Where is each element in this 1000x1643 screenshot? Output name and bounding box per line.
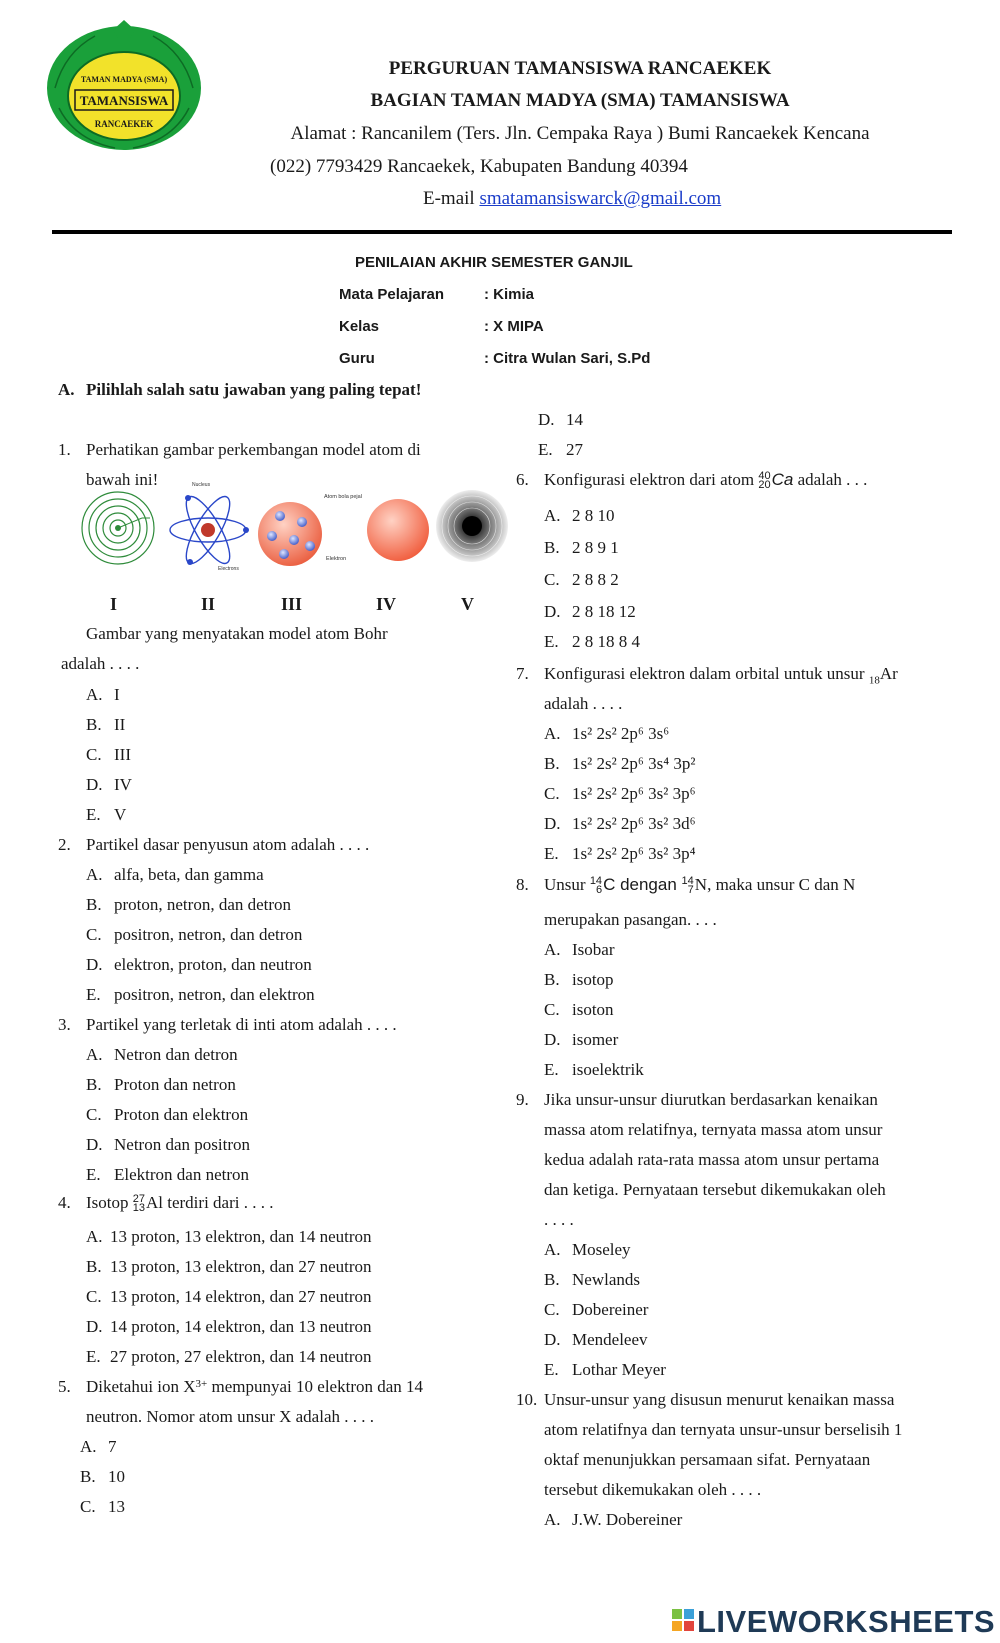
figure-label-5: V [461,594,474,614]
subject-value: : Kimia [484,286,535,303]
question-5-line2: neutron. Nomor atom unsur X adalah . . . . [86,1407,374,1426]
question-10-line3: oktaf menunjukkan persamaan sifat. Pernyataan [544,1450,871,1469]
q3-option-e[interactable]: E. Elektron dan netron [86,1165,250,1184]
section-instruction: A. Pilihlah salah satu jawaban yang paling tepat! [58,380,422,399]
q6-option-d[interactable]: D. 2 8 18 12 [544,602,636,621]
header-divider [52,230,952,234]
q1-option-a[interactable]: A. I [86,685,120,704]
q9-option-a[interactable]: A. Moseley [544,1240,631,1259]
q6-isotope-notation: 40 20 [758,470,771,492]
exam-title: PENILAIAN AKHIR SEMESTER GANJIL [355,254,633,271]
q4-option-c[interactable]: C. 13 proton, 14 elektron, dan 27 neutron [86,1287,372,1306]
atom-model-1-image [82,492,154,564]
email-link[interactable]: smatamansiswarck@gmail.com [479,188,722,209]
question-9-line2: massa atom relatifnya, ternyata massa atom unsur [544,1120,883,1139]
question-1-stem: Gambar yang menyatakan model atom Bohr [86,624,388,643]
logo-text-bottom: RANCAEKEK [94,119,154,129]
q4-isotope-notation: 27 13 [132,1193,145,1215]
q5-option-a[interactable]: A. 7 [80,1437,117,1456]
q3-option-c[interactable]: C. Proton dan elektron [86,1105,249,1124]
question-2: 2. Partikel dasar penyusun atom adalah . . . . [58,835,370,854]
question-7-line2: adalah . . . . [544,694,623,713]
q8-option-c[interactable]: C. isoton [544,1000,614,1019]
q2-option-e[interactable]: E. positron, netron, dan elektron [86,985,315,1004]
q3-option-d[interactable]: D. Netron dan positron [86,1135,250,1154]
class-value: : X MIPA [484,318,544,335]
class-label: Kelas [339,318,380,335]
q6-option-a[interactable]: A. 2 8 10 [544,506,615,525]
label-atom-bola-pejal: Atom bola pejal [324,494,362,500]
q5-option-c[interactable]: C. 13 [80,1497,125,1516]
school-section: BAGIAN TAMAN MADYA (SMA) TAMANSISWA [370,90,790,111]
q7-option-a[interactable]: A. 1s² 2s² 2p⁶ 3s⁶ [544,724,670,743]
q7-option-e[interactable]: E. 1s² 2s² 2p⁶ 3s² 3p⁴ [544,844,696,863]
question-9: 9. Jika unsur-unsur diurutkan berdasarkan kenaikan [516,1090,878,1109]
q10-option-a[interactable]: A. J.W. Dobereiner [544,1510,683,1529]
teacher-label: Guru [339,350,375,367]
q8-option-b[interactable]: B. isotop [544,970,614,989]
q2-option-d[interactable]: D. elektron, proton, dan neutron [86,955,312,974]
figure-label-3: III [281,594,303,614]
question-10-line2: atom relatifnya dan ternyata unsur-unsur berselisih 1 [544,1420,903,1439]
q6-option-b[interactable]: B. 2 8 9 1 [544,538,619,557]
liveworksheets-logo-icon [672,1609,696,1633]
atom-model-5-image [436,490,508,562]
q8-nitrogen-notation: 14 7 [681,875,694,897]
logo-text-top: TAMAN MADYA (SMA) [80,75,168,84]
question-8: 8. Unsur 14 6 C dengan 14 7 N, maka unsur C dan N [516,875,856,897]
liveworksheets-brand[interactable]: LIVEWORKSHEETS [697,1604,996,1639]
q4-option-e[interactable]: E. 27 proton, 27 elektron, dan 14 neutron [86,1347,372,1366]
figure-label-4: IV [376,594,397,614]
label-electrons: Electrons [218,566,239,572]
q9-option-b[interactable]: B. Newlands [544,1270,640,1289]
q5-option-e[interactable]: E. 27 [538,440,583,459]
q3-option-a[interactable]: A. Netron dan detron [86,1045,238,1064]
q1-option-b[interactable]: B. II [86,715,126,734]
email-label: E-mail [423,188,480,209]
q2-option-a[interactable]: A. alfa, beta, dan gamma [86,865,264,884]
q7-option-c[interactable]: C. 1s² 2s² 2p⁶ 3s² 3p⁶ [544,784,696,803]
school-name: PERGURUAN TAMANSISWA RANCAEKEK [388,58,772,79]
question-6: 6. Konfigurasi elektron dari atom 40 20 Ca adalah . . . [516,470,868,492]
q3-option-b[interactable]: B. Proton dan netron [86,1075,236,1094]
school-logo [45,22,203,154]
question-9-line3: kedua adalah rata-rata massa atom unsur pertama [544,1150,880,1169]
q1-option-e[interactable]: E. V [86,805,127,824]
label-elektron: Elektron [326,556,347,562]
atom-model-2-image [170,482,249,572]
question-7: 7. Konfigurasi elektron dalam orbital untuk unsur $_{18}$Ar [516,664,898,687]
q6-option-e[interactable]: E. 2 8 18 8 4 [544,632,640,651]
question-3: 3. Partikel yang terletak di inti atom adalah . . . . [58,1015,397,1034]
question-9-line4: dan ketiga. Pernyataan tersebut dikemukakan oleh [544,1180,886,1199]
figure-label-2: II [201,594,216,614]
question-1-stem2: adalah . . . . [61,654,140,673]
question-9-line5: . . . . [544,1210,574,1229]
q2-option-c[interactable]: C. positron, netron, dan detron [86,925,303,944]
atom-model-4-image [367,499,429,561]
q6-option-c[interactable]: C. 2 8 8 2 [544,570,619,589]
teacher-value: : Citra Wulan Sari, S.Pd [484,350,651,367]
q8-option-e[interactable]: E. isoelektrik [544,1060,644,1079]
q4-option-d[interactable]: D. 14 proton, 14 elektron, dan 13 neutron [86,1317,372,1336]
q7-option-b[interactable]: B. 1s² 2s² 2p⁶ 3s⁴ 3p² [544,754,696,773]
q1-option-d[interactable]: D. IV [86,775,132,794]
email-line [423,188,721,210]
atom-model-3-image [258,494,362,566]
question-10-line4: tersebut dikemukakan oleh . . . . [544,1480,762,1499]
figure-label-1: I [110,594,118,614]
q9-option-d[interactable]: D. Mendeleev [544,1330,648,1349]
logo-text-mid: TAMANSISWA [79,93,169,108]
school-phone: (022) 7793429 Rancaekek, Kabupaten Bandung 40394 [270,156,688,177]
question-4: 4. Isotop 27 13 Al terdiri dari . . . . [58,1193,274,1215]
q9-option-c[interactable]: C. Dobereiner [544,1300,649,1319]
subject-label: Mata Pelajaran [339,286,445,303]
question-5: 5. Diketahui ion $X^{3+}$ mempunyai 10 elektron dan 14 [58,1377,424,1396]
q4-option-a[interactable]: A. 13 proton, 13 elektron, dan 14 neutron [86,1227,372,1246]
atom-models-figure [80,482,510,588]
question-1-line2: bawah ini! [86,470,159,489]
label-nucleus: Nucleus [192,482,211,488]
school-address: Alamat : Rancanilem (Ters. Jln. Cempaka Raya ) Bumi Rancaekek Kencana [290,123,870,144]
q5-option-b[interactable]: B. 10 [80,1467,125,1486]
q2-option-b[interactable]: B. proton, netron, dan detron [86,895,292,914]
q9-option-e[interactable]: E. Lothar Meyer [544,1360,666,1379]
q4-option-b[interactable]: B. 13 proton, 13 elektron, dan 27 neutron [86,1257,372,1276]
q1-option-c[interactable]: C. III [86,745,131,764]
question-8-line2: merupakan pasangan. . . . [544,910,717,929]
question-1: 1. Perhatikan gambar perkembangan model atom di [58,440,421,459]
q8-option-a[interactable]: A. Isobar [544,940,615,959]
q7-option-d[interactable]: D. 1s² 2s² 2p⁶ 3s² 3d⁶ [544,814,696,833]
question-10: 10. Unsur-unsur yang disusun menurut kenaikan massa [516,1390,895,1409]
q8-option-d[interactable]: D. isomer [544,1030,619,1049]
q8-carbon-notation: 14 6 [589,875,603,897]
q5-option-d[interactable]: D. 14 [538,410,583,429]
